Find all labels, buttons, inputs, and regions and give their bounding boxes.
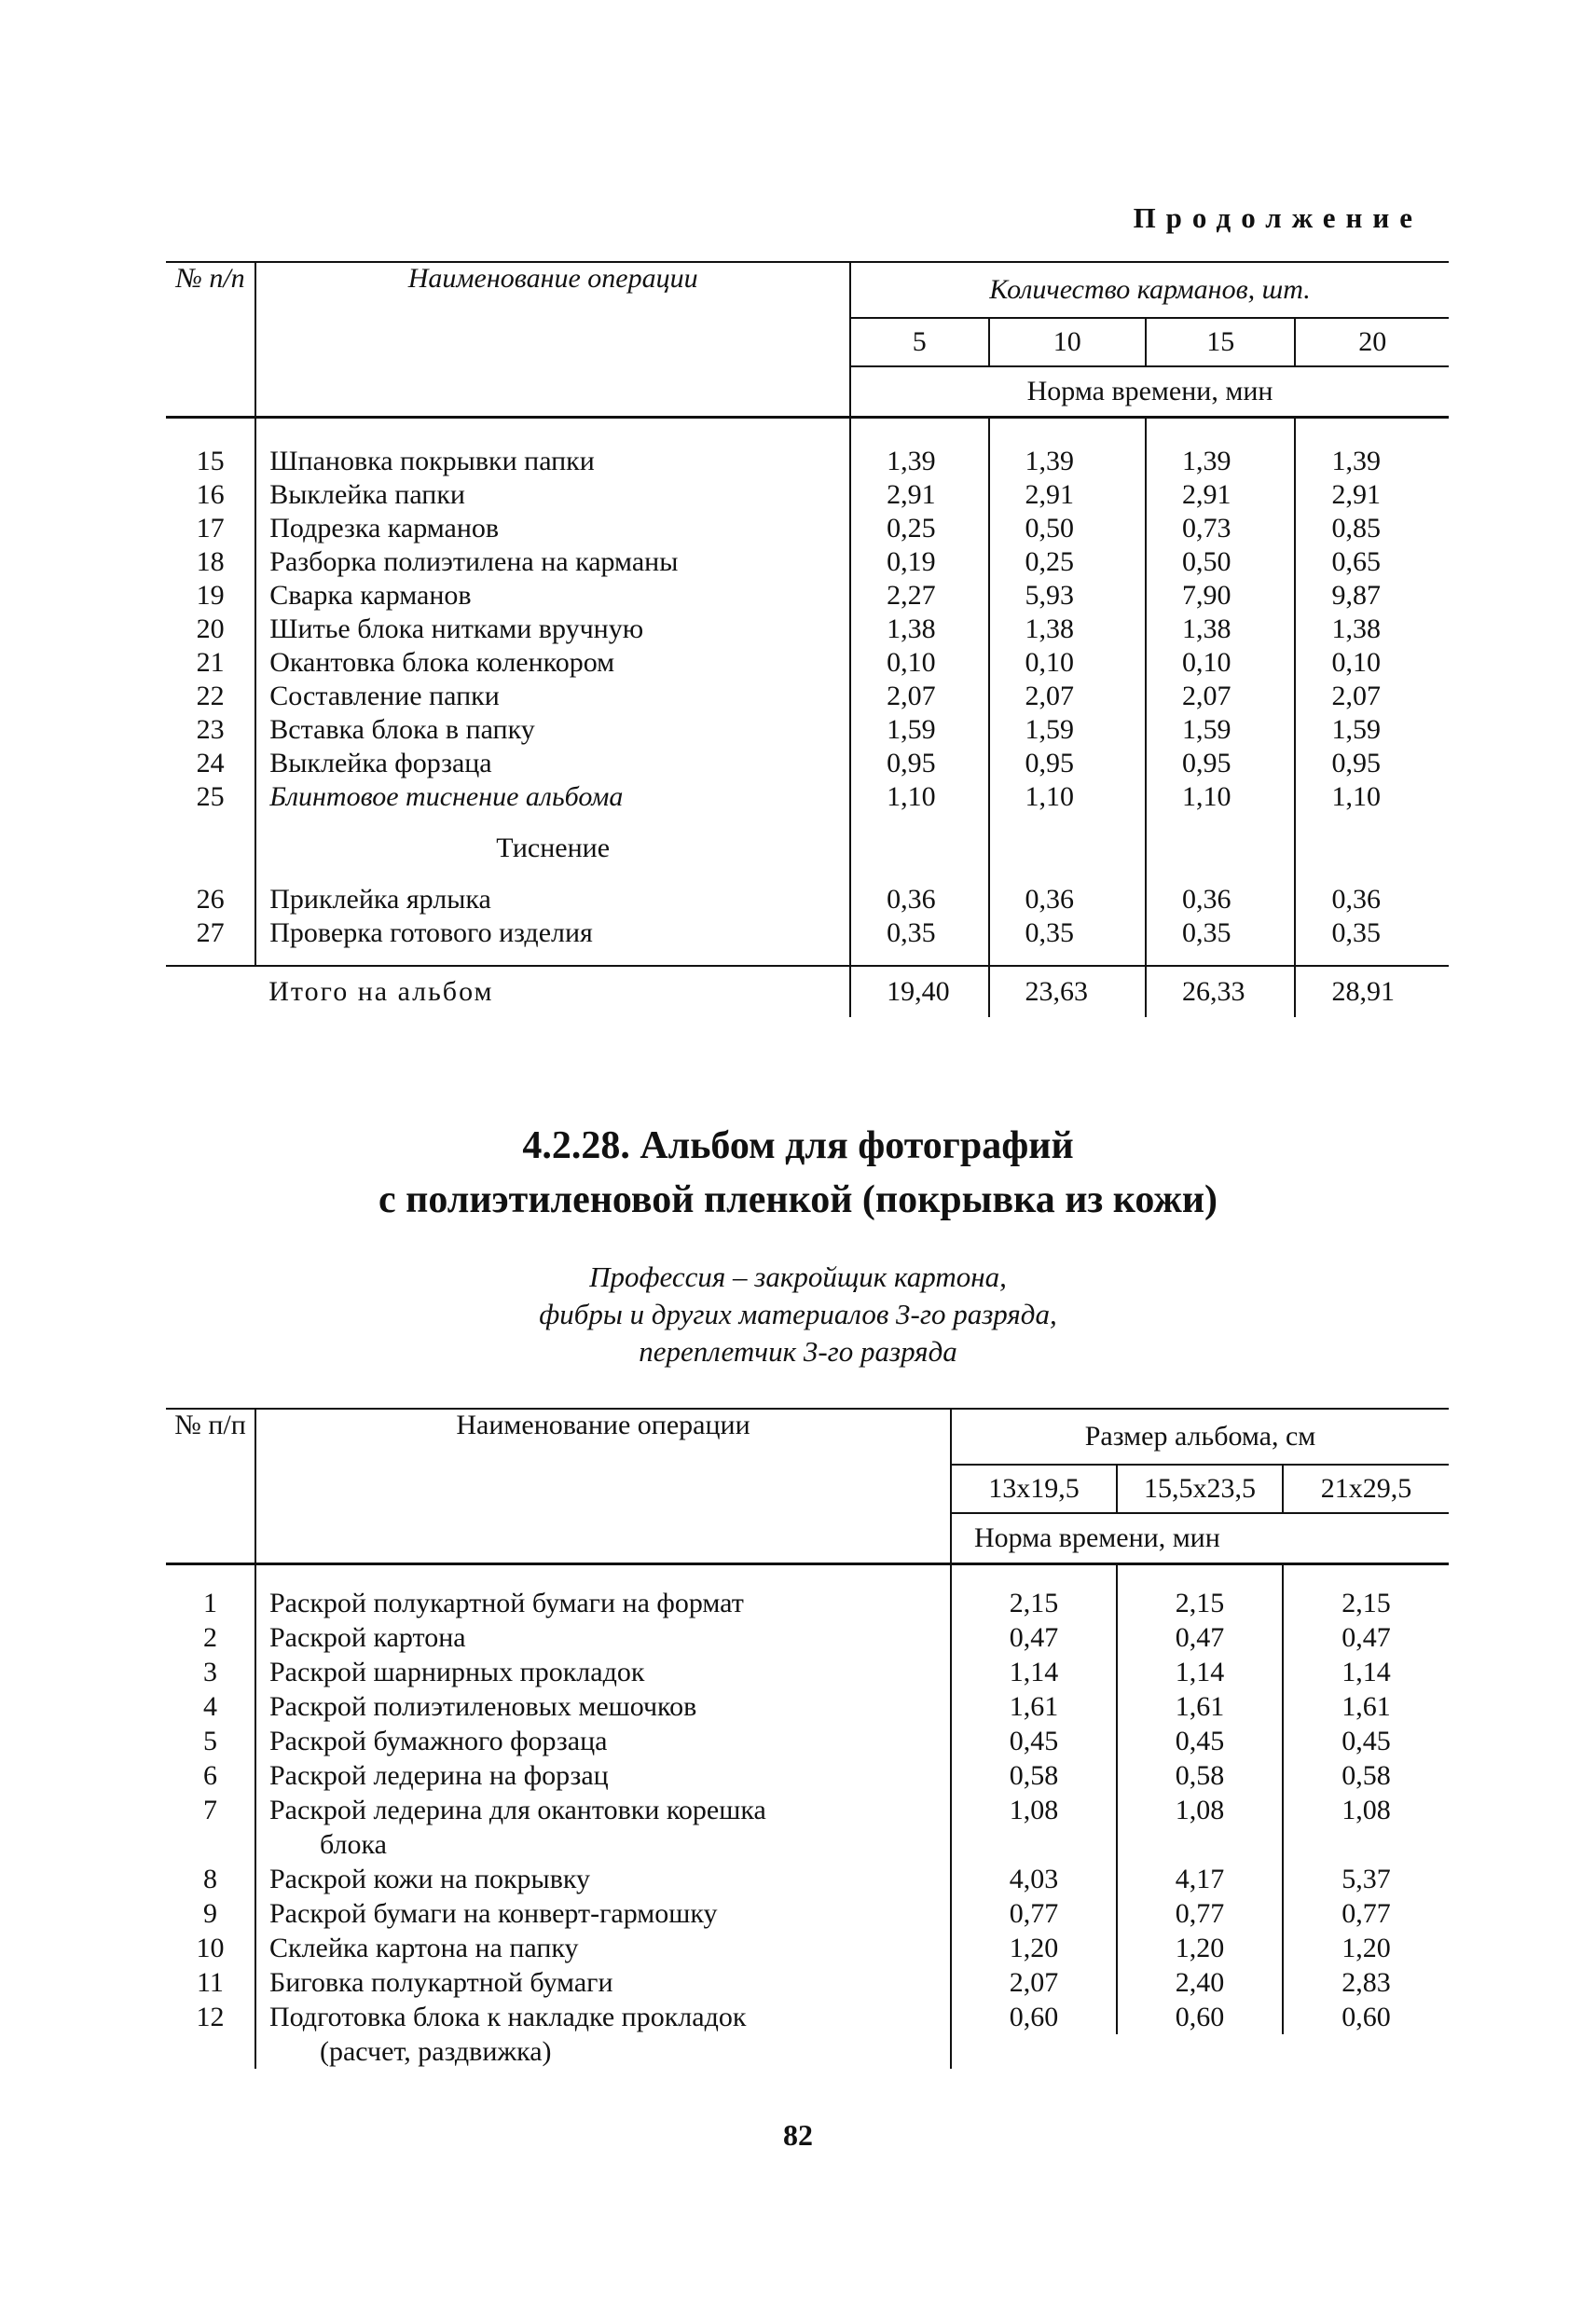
subcol-header: 15,5x23,5 [1117, 1465, 1283, 1513]
total-value: 28,91 [1295, 966, 1449, 1017]
subcol-header: 10 [989, 318, 1146, 366]
page-number: 82 [783, 2118, 813, 2152]
table-row: 19 Сварка карманов 2,27 5,93 7,90 9,87 [166, 579, 1449, 613]
table-row: 11 Биговка полукартной бумаги 2,07 2,40 2,83 [166, 1965, 1449, 2000]
table-row: 15 Шпановка покрывки папки 1,39 1,39 1,39 1,39 [166, 419, 1449, 478]
table-row: 3 Раскрой шарнирных прокладок 1,14 1,14 1,14 [166, 1655, 1449, 1689]
col-group-header: Количество карманов, шт. [850, 262, 1449, 318]
unit-header: Норма времени, мин [951, 1513, 1449, 1564]
col-name-header: Наименование операции [255, 1409, 951, 1564]
subheading-embossing: Тиснение [255, 814, 850, 883]
table-row-continuation: блока [166, 1827, 1449, 1862]
subcol-header: 20 [1295, 318, 1449, 366]
table-row-continuation: (расчет, раздвижка) [166, 2034, 1449, 2069]
total-value: 26,33 [1146, 966, 1295, 1017]
subcol-header: 13x19,5 [951, 1465, 1117, 1513]
table-row: 6 Раскрой ледерина на форзац 0,58 0,58 0,58 [166, 1758, 1449, 1793]
table-row: 26 Приклейка ярлыка 0,36 0,36 0,36 0,36 [166, 883, 1449, 916]
table-row: 27 Проверка готового изделия 0,35 0,35 0,35 0,35 [166, 916, 1449, 950]
continuation-label: Продолжение [1133, 201, 1423, 234]
subcol-header: 5 [850, 318, 988, 366]
subcol-header: 15 [1146, 318, 1295, 366]
total-row [166, 966, 1449, 1017]
section-title: 4.2.28. Альбом для фотографий с полиэтиленовой пленкой (покрывка из кожи) [378, 1124, 1218, 1221]
table-row: 8 Раскрой кожи на покрывку 4,03 4,17 5,37 [166, 1862, 1449, 1896]
col-number-header: № п/п [166, 1409, 255, 1564]
table-row: 2 Раскрой картона 0,47 0,47 0,47 [166, 1620, 1449, 1655]
col-group-header: Размер альбома, см [951, 1409, 1449, 1465]
total-value: 23,63 [989, 966, 1146, 1017]
table-row: 23 Вставка блока в папку 1,59 1,59 1,59 1,59 [166, 713, 1449, 747]
table-row: 12 Подготовка блока к накладке прокладок 0,60 0,60 0,60 [166, 2000, 1449, 2034]
subheading-row [166, 814, 1449, 883]
total-value: 19,40 [850, 966, 988, 1017]
total-label: Итого на альбом [255, 966, 850, 1017]
table-row: 21 Окантовка блока коленкором 0,10 0,10 0,10 0,10 [166, 646, 1449, 680]
table-row: 20 Шитье блока нитками вручную 1,38 1,38 1,38 1,38 [166, 613, 1449, 646]
table-row: 7 Раскрой ледерина для окантовки корешка 1,08 1,08 1,08 [166, 1793, 1449, 1827]
table-row: 10 Склейка картона на папку 1,20 1,20 1,20 [166, 1931, 1449, 1965]
table-row: 4 Раскрой полиэтиленовых мешочков 1,61 1,61 1,61 [166, 1689, 1449, 1724]
col-number-header: № п/п [166, 262, 255, 418]
table-row: 5 Раскрой бумажного форзаца 0,45 0,45 0,45 [166, 1724, 1449, 1758]
operations-table-2 [166, 1408, 1449, 2069]
table-row: 25 Блинтовое тиснение альбома 1,10 1,10 1,10 1,10 [166, 780, 1449, 814]
profession-note: Профессия – закройщик картона, фибры и других материалов 3-го разряда, переплетчик 3-го разряда [539, 1260, 1057, 1368]
operations-table-1 [166, 261, 1449, 1017]
table-row: 1 Раскрой полукартной бумаги на формат 2,15 2,15 2,15 [166, 1565, 1449, 1620]
table-row: 17 Подрезка карманов 0,25 0,50 0,73 0,85 [166, 512, 1449, 545]
table-row: 24 Выклейка форзаца 0,95 0,95 0,95 0,95 [166, 747, 1449, 780]
table-row: 9 Раскрой бумаги на конверт-гармошку 0,77 0,77 0,77 [166, 1896, 1449, 1931]
table-row: 18 Разборка полиэтилена на карманы 0,19 0,25 0,50 0,65 [166, 545, 1449, 579]
table-row: 16 Выклейка папки 2,91 2,91 2,91 2,91 [166, 478, 1449, 512]
unit-header: Норма времени, мин [850, 366, 1449, 418]
col-name-header: Наименование операции [255, 262, 850, 418]
table-row: 22 Составление папки 2,07 2,07 2,07 2,07 [166, 680, 1449, 713]
subcol-header: 21x29,5 [1283, 1465, 1449, 1513]
